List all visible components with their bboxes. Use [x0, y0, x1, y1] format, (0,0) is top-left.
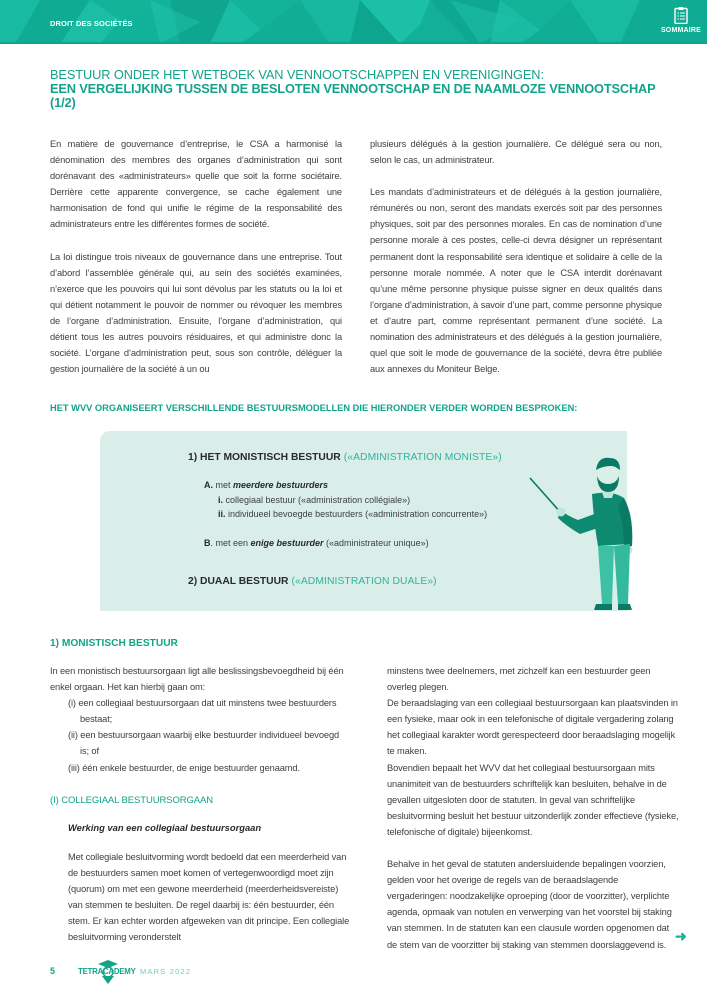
section-heading: 1) MONISTISCH BESTUUR — [50, 638, 178, 649]
item-text: («administrateur unique») — [323, 538, 429, 548]
model-item-1a — [204, 480, 328, 490]
list-item: (i) een collegiaal bestuursorgaan dat uit minstens twee bestuurders bestaat; — [68, 698, 337, 725]
paragraph: plusieurs délégués à la gestion journalière. Ce délégué sera ou non, selon le cas, un administrateur. — [370, 139, 662, 166]
paragraph: In een monistisch bestuursorgaan ligt alle beslissingsbevoegdheid bij één enkel orgaan. Het kan hierbij gaan om: — [50, 666, 344, 693]
teacher-with-pointer-illustration — [520, 446, 640, 614]
sommaire-button[interactable] — [659, 6, 703, 34]
list-item: (iii) één enkele bestuurder, de enige bestuurder genaamd. — [68, 762, 300, 773]
title-line-1: BESTUUR ONDER HET WETBOEK VAN VENNOOTSCHAPPEN EN VERENIGINGEN: — [50, 67, 544, 82]
model-item-1-title: 1) HET MONISTISCH BESTUUR — [188, 452, 341, 463]
logo-text-part-2: ACADEMY — [97, 967, 136, 976]
item-label: B — [204, 538, 211, 548]
paragraph: Behalve in het geval de statuten andersluidende bepalingen voorzien, gelden voor het overige de regels van de beraadslagende vergaderingen: noodzakelijke oproeping (door de voorzitter), verplichte agenda, opmaak van notulen en verwerping van het voorstel bij staking van stemmen. In de statuten kan een clausule worden opgenomen dat de stem van de voorzitter bij staking van stemmen doorslaggevend is. — [387, 859, 672, 950]
section1-right-column — [387, 663, 679, 953]
header-rule — [0, 42, 707, 44]
paragraph: Met collegiale besluitvorming wordt bedoeld dat een meerderheid van de bestuurders samen moet komen of vertegenwoordigd moet zijn (quorum) om met een gewone meerderheid (meerderheidsvereiste) van stemmen te besluiten. De regel daarbij is: één bestuurder, één stem. Er kan echter worden afgeweken van dit principe. Een collegiale besluitvorming veronderstelt — [68, 852, 350, 943]
pointer-stick — [530, 478, 562, 514]
item-label: ii. — [218, 509, 226, 519]
model-item-2 — [188, 576, 437, 587]
model-item-1a-i — [218, 495, 410, 505]
issue-date: MARS 2022 — [140, 967, 192, 976]
governance-options-list — [50, 695, 350, 775]
intro-right-column — [370, 136, 662, 377]
item-text: collegiaal bestuur («administration collégiale») — [223, 495, 411, 505]
section1-left-column — [50, 663, 350, 776]
model-item-1-french: («ADMINISTRATION MONISTE») — [340, 452, 502, 463]
item-text: met — [213, 480, 234, 490]
clipboard-list-icon — [674, 6, 688, 24]
paragraph: Bovendien bepaalt het WVV dat het collegiaal bestuursorgaan mits unanimiteit van de bestuurders schriftelijk kan besluiten, behalve in de gevallen uitgesloten door de statuten. In geval van schriftelijke besluitvorming besluit het bestuur uitzonderlijk zonder effectieve (fysieke, telefonische of digitale) bijeenkomst. — [387, 762, 679, 837]
model-item-2-french: («ADMINISTRATION DUALE») — [288, 576, 437, 587]
item-label: A. — [204, 480, 213, 490]
item-label: i. — [218, 495, 224, 505]
intro-left-column — [50, 136, 342, 377]
page-title — [50, 68, 670, 110]
logo-text — [78, 967, 136, 976]
paragraph: La loi distingue trois niveaux de gouvernance dans une entreprise. Tout d’abord l’assemblée générale qui, au sein des sociétés examinées, n’exerce que les pouvoirs qui lui sont dévolus par les statuts ou la loi et qui détient notamment le pouvoir de nommer ou révoquer les membres de l’organe d’administration. Ensuite, l’organe d’administration, qui détient tous les autres pouvoirs résiduaires, et qui administre donc la société. L’organe d’administration peut, sous son contrôle, déléguer la gestion journalière de la société à un ou — [50, 251, 342, 375]
item-text: . met een — [210, 538, 251, 548]
subsubsection-heading: Werking van een collegiaal bestuursorgaan — [68, 822, 262, 833]
paragraph: Les mandats d’administrateurs et de délégués à la gestion journalière, rémunérés ou non, seront des mandats exercés soit par des personnes physiques, soit par des personnes morales. En cas de nomination d’une personne morale à ces postes, celle-ci devra désigner un représentant permanent dont la responsabilité sera identique et solidaire à celle de la personne morale nommée. A noter que le CSA interdit dorénavant qu’une même personne physique puisse signer en deux qualités dans l’organe d’administration, à savoir d’une part, comme personne physique et d’autre part, comme représentant permanent d’une société. La nomination des administrateurs et des délégués à la gestion journalière, quel que soit le mode de gouvernance de la société, devra être publiée aux annexes du Moniteur Belge. — [370, 187, 662, 375]
logo-text-part-1: TETR — [78, 967, 98, 976]
page-header — [0, 0, 707, 44]
models-heading: HET WVV ORGANISEERT VERSCHILLENDE BESTUURSMODELLEN DIE HIERONDER VERDER WORDEN BESPROKEN: — [50, 403, 578, 413]
list-item: (ii) een bestuursorgaan waarbij elke bestuurder individueel bevoegd is; of — [68, 730, 340, 757]
section-label: DROIT DES SOCIÉTÉS — [50, 19, 133, 28]
section1-left-body — [68, 849, 350, 946]
model-item-1b — [204, 538, 429, 548]
item-emphasis: enige bestuurder — [250, 538, 324, 548]
model-item-2-title: 2) DUAAL BESTUUR — [188, 576, 289, 587]
item-text: individueel bevoegde bestuurders («administration concurrente») — [225, 509, 488, 519]
model-item-1a-ii — [218, 509, 487, 519]
next-page-arrow-icon[interactable]: ➜ — [675, 928, 687, 944]
model-item-1 — [188, 452, 502, 463]
paragraph: minstens twee deelnemers, met zichzelf kan een bestuurder geen overleg plegen. — [387, 666, 651, 693]
title-line-2: EEN VERGELIJKING TUSSEN DE BESLOTEN VENNOOTSCHAP EN DE NAAMLOZE VENNOOTSCHAP (1/2) — [50, 81, 656, 110]
paragraph: En matière de gouvernance d’entreprise, le CSA a harmonisé la dénomination des membres des organes d’administration qui sont dorénavant des «administrateurs» quelle que soit la forme sociétaire. Derrière cette apparente convergence, se cache également une harmonisation de fond qui unifie le régime de la responsabilité des administrateurs entre les différentes formes de société. — [50, 139, 342, 230]
page-number: 5 — [50, 966, 56, 976]
paragraph: De beraadslaging van een collegiaal bestuursorgaan kan plaatsvinden in een fysieke, maar ook in een telefonische of digitale vergadering zolang het collegiaal karakter wordt gerespecteerd door beraadslaging mogelijk te maken. — [387, 698, 678, 757]
sommaire-label: SOMMAIRE — [660, 27, 702, 34]
item-emphasis: meerdere bestuurders — [233, 480, 329, 490]
subsection-heading: (I) COLLEGIAAL BESTUURSORGAAN — [50, 795, 214, 806]
